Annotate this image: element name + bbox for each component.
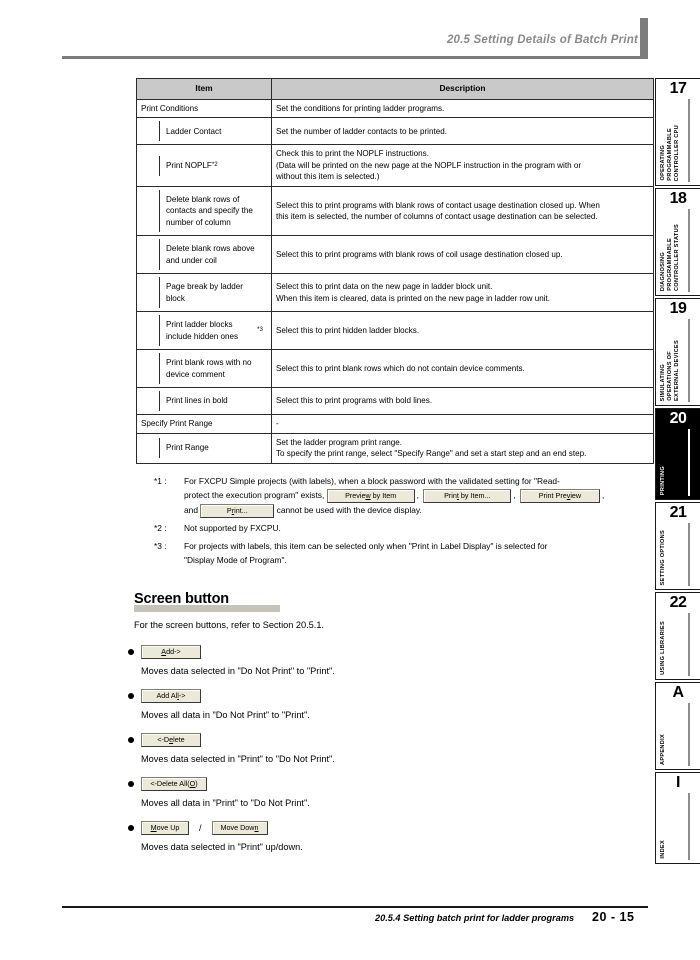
bullet-icon bbox=[128, 693, 134, 699]
sidebar-chapter-17[interactable] bbox=[655, 78, 700, 186]
table-row bbox=[137, 236, 654, 274]
footnote-3-line1: For projects with labels, this item can be selected only when "Print in Label Display" is selected for bbox=[184, 540, 548, 551]
sidebar-chapter-21[interactable] bbox=[655, 502, 700, 590]
table-cell-description bbox=[272, 350, 654, 388]
footnote-comma-1: , bbox=[416, 490, 419, 501]
table-header-row bbox=[137, 79, 654, 100]
table-cell-description bbox=[272, 388, 654, 415]
table-cell-item-sub bbox=[137, 236, 272, 274]
print-preview-label-pre: Print Pre bbox=[538, 491, 567, 501]
description-line: Select this to print programs with blank rows of contact usage destination closed up. When bbox=[276, 200, 600, 210]
table-item-label: Delete blank rows of contacts and specify the number of column bbox=[159, 190, 267, 232]
table-cell-item-sub bbox=[137, 274, 272, 312]
preview-by-item-button[interactable] bbox=[327, 489, 415, 503]
sidebar-chapter-label-line: SIMULATING bbox=[660, 363, 666, 401]
chapter-index-sidebar bbox=[655, 78, 700, 866]
footnote-3-line2: "Display Mode of Program". bbox=[184, 555, 287, 566]
sidebar-chapter-label-stack bbox=[660, 794, 667, 859]
footnote-2 bbox=[154, 521, 654, 536]
sidebar-chapter-rule bbox=[688, 703, 690, 766]
add-button-mnemonic: A bbox=[161, 647, 167, 657]
bullet-icon bbox=[128, 737, 134, 743]
screen-button-entry bbox=[128, 776, 650, 808]
table-item-label: Print blank rows with no device comment bbox=[159, 353, 267, 384]
sidebar-chapter-label-line: USING LIBRARIES bbox=[660, 621, 666, 675]
delete-all-button-label-pre: <-Delete All( bbox=[150, 779, 190, 789]
sidebar-chapter-label-stack bbox=[660, 704, 667, 765]
sidebar-chapter-rule bbox=[688, 319, 690, 402]
table-row bbox=[137, 433, 654, 463]
footer-divider bbox=[62, 906, 648, 908]
section-heading bbox=[134, 590, 650, 612]
footnote-1 bbox=[154, 474, 654, 518]
bullet-icon bbox=[128, 781, 134, 787]
footnote-comma-2: , bbox=[513, 490, 516, 501]
screen-button-row bbox=[128, 776, 650, 792]
print-by-item-label-post: by Item... bbox=[458, 491, 491, 501]
table-cell-description bbox=[272, 186, 654, 235]
table-cell-description bbox=[272, 236, 654, 274]
table-row bbox=[137, 99, 654, 117]
screen-button-row bbox=[128, 820, 650, 836]
footnote-1-line3-post: cannot be used with the device display. bbox=[276, 505, 422, 516]
sidebar-chapter-number: A bbox=[672, 684, 684, 701]
description-line: Select this to print programs with bold lines. bbox=[276, 396, 433, 406]
sidebar-chapter-number: 22 bbox=[669, 594, 687, 611]
table-cell-description bbox=[272, 118, 654, 145]
sidebar-chapter-18[interactable] bbox=[655, 188, 700, 296]
delete-all-button-label-post: ) bbox=[195, 779, 198, 789]
table-cell-item-sub bbox=[137, 145, 272, 186]
footer-page-number: 20 - 15 bbox=[592, 910, 635, 924]
delete-button[interactable] bbox=[141, 733, 201, 747]
column-header-item: Item bbox=[137, 79, 272, 100]
bullet-icon bbox=[128, 649, 134, 655]
table-cell-item-sub bbox=[137, 433, 272, 463]
sidebar-chapter-label-line: CONTROLLER CPU bbox=[674, 124, 680, 181]
sidebar-chapter-rule bbox=[688, 209, 690, 292]
description-line: this item is selected, the number of columns of contact usage destination can be selected. bbox=[276, 212, 598, 222]
add-button[interactable] bbox=[141, 645, 201, 659]
column-header-description: Description bbox=[272, 79, 654, 100]
footnote-3 bbox=[154, 539, 654, 568]
screen-button-caption: Moves data selected in "Print" to "Do Not Print". bbox=[141, 754, 335, 765]
table-cell-item-top: Specify Print Range bbox=[137, 415, 272, 433]
settings-table bbox=[136, 78, 654, 464]
sidebar-chapter-label-line: CONTROLLER STATUS bbox=[674, 223, 680, 291]
header-divider bbox=[62, 56, 648, 59]
print-by-item-label-pre: Prin bbox=[444, 491, 457, 501]
footnote-1-line1: For FXCPU Simple projects (with labels), when a block password with the validated setting for "Read- bbox=[184, 475, 560, 486]
sidebar-chapter-i[interactable] bbox=[655, 772, 700, 864]
sidebar-chapter-19[interactable] bbox=[655, 298, 700, 406]
print-preview-label-post: iew bbox=[570, 491, 582, 501]
screen-button-entry bbox=[128, 688, 650, 720]
page-footer bbox=[0, 898, 700, 960]
preview-by-item-label-pre: Previe bbox=[345, 491, 366, 501]
table-row bbox=[137, 388, 654, 415]
sidebar-chapter-number: 19 bbox=[669, 300, 687, 317]
add-button-label-post: dd-> bbox=[166, 647, 181, 657]
page-title: 20.5 Setting Details of Batch Print bbox=[446, 34, 638, 46]
description-line: without this item is selected.) bbox=[276, 172, 380, 182]
sidebar-chapter-rule bbox=[688, 523, 690, 586]
sidebar-chapter-label-line: SETTING OPTIONS bbox=[660, 529, 666, 585]
table-item-footnote-ref: *3 bbox=[257, 326, 263, 334]
sidebar-chapter-number: 18 bbox=[669, 190, 687, 207]
table-row bbox=[137, 350, 654, 388]
page-header bbox=[0, 0, 700, 62]
sidebar-chapter-label-stack bbox=[660, 320, 681, 401]
screen-button-row bbox=[128, 644, 650, 660]
sidebar-chapter-label-line: PROGRAMMABLE bbox=[667, 238, 673, 291]
screen-button-row bbox=[128, 688, 650, 704]
header-tab-marker bbox=[640, 18, 648, 59]
add-all-button-label-pre: Add Al bbox=[156, 691, 178, 701]
move-up-button-label-post: ove Up bbox=[156, 823, 180, 833]
description-line: Select this to print hidden ladder blocks. bbox=[276, 325, 420, 335]
sidebar-chapter-label-line: APPENDIX bbox=[660, 734, 666, 765]
sidebar-chapter-20[interactable] bbox=[655, 408, 700, 500]
main-content bbox=[120, 78, 650, 864]
sidebar-chapter-label-stack bbox=[660, 524, 667, 585]
table-item-label: Delete blank rows above and under coil bbox=[159, 239, 267, 270]
sidebar-chapter-label-stack bbox=[660, 614, 667, 675]
table-item-label: Print ladder blocks include hidden ones *3 bbox=[159, 315, 267, 346]
description-line: - bbox=[276, 419, 279, 429]
section-intro-text: For the screen buttons, refer to Section 20.5.1. bbox=[134, 620, 324, 631]
table-cell-item-sub bbox=[137, 118, 272, 145]
print-preview-mnemonic: v bbox=[566, 491, 571, 501]
table-cell-description bbox=[272, 99, 654, 117]
sidebar-chapter-label-stack bbox=[660, 100, 681, 181]
delete-all-button-mnemonic: O bbox=[189, 779, 196, 789]
sidebar-chapter-number: I bbox=[676, 774, 680, 791]
table-row bbox=[137, 118, 654, 145]
move-down-button-mnemonic: n bbox=[254, 823, 259, 833]
sidebar-chapter-label-line: OPERATIONS OF bbox=[667, 351, 673, 401]
screen-button-entry bbox=[128, 820, 650, 852]
delete-button-label-post: lete bbox=[173, 735, 185, 745]
preview-by-item-label-post: by Item bbox=[370, 491, 397, 501]
table-cell-item-sub bbox=[137, 350, 272, 388]
print-preview-button[interactable] bbox=[520, 489, 600, 503]
print-label-pre: P bbox=[226, 505, 232, 515]
bullet-icon bbox=[128, 825, 134, 831]
table-cell-description bbox=[272, 415, 654, 433]
table-item-label: Ladder Contact bbox=[159, 121, 267, 141]
description-line: (Data will be printed on the new page at the NOPLF instruction in the program with or bbox=[276, 160, 582, 170]
description-line: Set the conditions for printing ladder programs. bbox=[276, 103, 445, 113]
screen-button-entry bbox=[128, 732, 650, 764]
add-all-button[interactable] bbox=[141, 689, 201, 703]
sidebar-chapter-rule bbox=[688, 99, 690, 182]
delete-button-mnemonic: e bbox=[169, 735, 174, 745]
sidebar-chapter-rule bbox=[688, 429, 690, 496]
description-line: Check this to print the NOPLF instructions. bbox=[276, 149, 429, 159]
sidebar-chapter-label-line: PROGRAMMABLE bbox=[667, 128, 673, 181]
footnote-2-line1: Not supported by FXCPU. bbox=[184, 522, 281, 533]
button-separator: / bbox=[199, 823, 202, 834]
footnote-1-line3-pre: and bbox=[184, 505, 198, 516]
footnote-1-line2: protect the execution program" exists, bbox=[184, 490, 325, 501]
table-row bbox=[137, 186, 654, 235]
delete-all-button[interactable] bbox=[141, 777, 207, 791]
table-cell-description bbox=[272, 312, 654, 350]
description-line: Select this to print blank rows which do not contain device comments. bbox=[276, 363, 525, 373]
table-cell-item-sub bbox=[137, 312, 272, 350]
footnote-comma-3: , bbox=[601, 490, 605, 501]
screen-button-caption: Moves all data in "Print" to "Do Not Print". bbox=[141, 798, 310, 809]
sidebar-chapter-a[interactable] bbox=[655, 682, 700, 770]
sidebar-chapter-label-stack bbox=[660, 430, 667, 495]
footnote-2-mark: *2 : bbox=[154, 522, 167, 533]
table-cell-item-sub bbox=[137, 186, 272, 235]
footer-section-label: 20.5.4 Setting batch print for ladder programs bbox=[375, 913, 575, 923]
table-cell-item-top: Print Conditions bbox=[137, 99, 272, 117]
sidebar-chapter-number: 17 bbox=[669, 80, 687, 97]
sidebar-chapter-number: 20 bbox=[669, 410, 687, 427]
sidebar-chapter-number: 21 bbox=[669, 504, 687, 521]
table-row bbox=[137, 145, 654, 186]
move-up-button[interactable] bbox=[141, 821, 189, 835]
table-cell-description bbox=[272, 433, 654, 463]
add-all-button-label-post: -> bbox=[178, 691, 186, 701]
sidebar-chapter-label-line: EXTERNAL DEVICES bbox=[674, 340, 680, 401]
move-up-button-mnemonic: M bbox=[150, 823, 157, 833]
preview-by-item-mnemonic: w bbox=[365, 491, 371, 501]
screen-button-entry bbox=[128, 644, 650, 676]
screen-button-row bbox=[128, 732, 650, 748]
table-item-footnote-ref: *2 bbox=[211, 161, 218, 169]
print-by-item-mnemonic: t bbox=[456, 491, 459, 501]
description-line: Set the ladder program print range. bbox=[276, 437, 402, 447]
table-item-label: Page break by ladder block bbox=[159, 277, 267, 308]
description-line: To specify the print range, select "Specify Range" and set a start step and an end step. bbox=[276, 449, 587, 459]
print-label-post: int... bbox=[234, 505, 248, 515]
description-line: Select this to print programs with blank rows of coil usage destination closed up. bbox=[276, 250, 563, 260]
footnote-3-mark: *3 : bbox=[154, 540, 167, 551]
description-line: Set the number of ladder contacts to be printed. bbox=[276, 126, 447, 136]
screen-button-caption: Moves data selected in "Do Not Print" to "Print". bbox=[141, 666, 335, 677]
table-cell-item-sub bbox=[137, 388, 272, 415]
footnotes bbox=[154, 474, 654, 568]
table-cell-description bbox=[272, 145, 654, 186]
sidebar-chapter-label-line: INDEX bbox=[660, 840, 666, 859]
description-line: When this item is cleared, data is printed on the new page in ladder row unit. bbox=[276, 293, 550, 303]
table-row bbox=[137, 415, 654, 433]
sidebar-chapter-label-line: OPERATING bbox=[660, 145, 666, 181]
sidebar-chapter-label-stack bbox=[660, 210, 681, 291]
sidebar-chapter-rule bbox=[688, 613, 690, 676]
table-cell-description bbox=[272, 274, 654, 312]
delete-button-label-pre: <-D bbox=[157, 735, 170, 745]
print-by-item-button[interactable] bbox=[423, 489, 511, 503]
screen-button-caption: Moves data selected in "Print" up/down. bbox=[141, 842, 303, 853]
footnote-1-mark: *1 : bbox=[154, 475, 167, 486]
table-row bbox=[137, 274, 654, 312]
description-line: Select this to print data on the new page in ladder block unit. bbox=[276, 282, 493, 292]
table-item-label: Print lines in bold bbox=[159, 391, 267, 411]
section-heading-text: Screen button bbox=[134, 591, 229, 608]
table-item-label: Print NOPLF *2 bbox=[159, 156, 267, 176]
table-row bbox=[137, 312, 654, 350]
add-all-button-mnemonic: l bbox=[177, 691, 179, 701]
move-down-button[interactable] bbox=[212, 821, 268, 835]
screen-button-caption: Moves all data in "Do Not Print" to "Print". bbox=[141, 710, 310, 721]
sidebar-chapter-22[interactable] bbox=[655, 592, 700, 680]
sidebar-chapter-label-line: PRINTING bbox=[660, 465, 666, 495]
sidebar-chapter-label-line: DIAGNOSING bbox=[660, 251, 666, 291]
print-mnemonic: r bbox=[231, 505, 235, 515]
move-down-button-label-pre: Move Dow bbox=[220, 823, 255, 833]
screen-button-list bbox=[128, 644, 650, 852]
print-button[interactable] bbox=[200, 504, 274, 518]
table-item-label: Print Range bbox=[159, 438, 267, 458]
sidebar-chapter-rule bbox=[688, 793, 690, 860]
